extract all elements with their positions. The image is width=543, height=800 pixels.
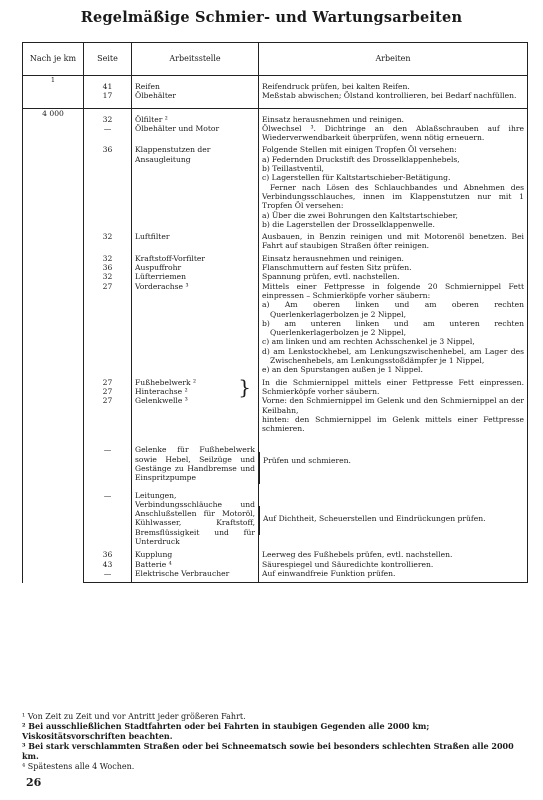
table-row [23, 91, 528, 108]
table-row [23, 396, 528, 445]
work-location [132, 374, 259, 399]
footnote: ² Bei ausschließlichen Stadtfahrten oder bei Fahrten in staubigen Gegenden alle 2000 km; Viskositätsvorschriften beachten. [22, 721, 430, 741]
page-ref-line: 27 [102, 377, 113, 387]
task-line: Folgende Stellen mit einigen Tropfen Öl versehen: [262, 145, 457, 155]
page-title: Regelmäßige Schmier- und Wartungsarbeiten [80, 9, 463, 26]
work-location: Reifen [132, 76, 259, 92]
page-ref: 32 [84, 272, 132, 281]
task-line: Mittels einer Fettpresse in folgende 20 Schmiernippel Fett einpressen – Schmierköpfe vorher säubern: [262, 281, 524, 300]
task-line: d) am Lenkstockhebel, am Lenkungszwischenhebel, am Lager des Zwischenhebels, am Lenkungsstoßdämpfer je 1 Nippel, [262, 346, 524, 366]
work-task [259, 145, 528, 232]
task-line: b) am unteren linken und am unteren rechten Querlenkerlagerbolzen je 2 Nippel, [262, 318, 524, 338]
work-location: Vorderachse ³ [132, 282, 259, 378]
footnote: ³ Bei stark verschlammten Straßen oder bei Schneematsch sowie bei besonders schlechten Straßen alle 2000 km. [22, 741, 514, 761]
table-row [23, 550, 528, 559]
page-ref: 43 [84, 560, 132, 569]
work-task: Flanschmuttern auf festen Sitz prüfen. [259, 263, 528, 272]
page-ref: 32 [84, 254, 132, 263]
page-ref: — [84, 124, 132, 146]
task-line: Vorne: den Schmiernippel im Gelenk und den Schmiernippel an der Keilbahn, [262, 396, 524, 415]
work-task: Spannung prüfen, evtl. nachstellen. [259, 272, 528, 281]
work-location: Gelenkwelle ³ [132, 396, 259, 445]
task-line: a) Über die zwei Bohrungen den Kaltstartschieber, [262, 210, 458, 220]
table-row [23, 108, 528, 124]
work-task: In die Schmiernippel mittels einer Fettpresse Fett einpressen. Schmierköpfe vorher säubern. [259, 378, 528, 397]
table-row [23, 145, 528, 232]
table-row [23, 560, 528, 569]
work-location: Kraftstoff-Vorfilter [132, 254, 259, 263]
work-task: Ölwechsel ³. Dichtringe an den Ablaßschrauben auf ihre Wiederverwendbarkeit überprüfen, wenn nötig erneuern. [259, 124, 528, 146]
table-row [23, 254, 528, 263]
header-tasks: Arbeiten [259, 43, 528, 76]
work-task: Meßstab abwischen; Ölstand kontrollieren, bei Bedarf nachfüllen. [259, 91, 528, 108]
work-location: Ölbehälter und Motor [132, 124, 259, 146]
work-task: Einsatz herausnehmen und reinigen. [259, 254, 528, 263]
header-location: Arbeitsstelle [132, 43, 259, 76]
work-task [259, 491, 528, 551]
work-location: Batterie ⁴ [132, 560, 259, 569]
work-location: Auspuffrohr [132, 263, 259, 272]
footnote: ⁴ Spätestens alle 4 Wochen. [22, 762, 135, 771]
task-line: hinten: den Schmiernippel im Gelenk mittels einer Fettpresse schmieren. [262, 414, 524, 434]
page-ref: 17 [84, 91, 132, 108]
task-line: c) Lagerstellen für Kaltstartschieber-Betätigung. [262, 173, 451, 183]
task-line: Ferner nach Lösen des Schlauchbandes und Abnehmen des Verbindungsschlauches, innen im Klappenstutzen nur mit 1 Tropfen Öl versehen: [262, 182, 524, 211]
work-location: Klappenstutzen der Ansaugleitung [132, 145, 259, 232]
header-km: Nach je km [23, 43, 84, 76]
table-row [23, 232, 528, 254]
maintenance-table [22, 42, 528, 583]
table-header-row [23, 43, 528, 76]
page-number: 26 [26, 776, 42, 789]
km-interval: 4 000 [23, 108, 84, 583]
table-row [23, 569, 528, 583]
table-row [23, 272, 528, 281]
header-page: Seite [84, 43, 132, 76]
table-row [23, 445, 528, 490]
table-row [23, 124, 528, 146]
work-location: Ölfilter ² [132, 108, 259, 124]
work-location: Luftfilter [132, 232, 259, 254]
task-line: a) Federnden Druckstift des Drosselklappenhebels, [262, 154, 460, 164]
work-location: Kupplung [132, 550, 259, 559]
work-task: Reifendruck prüfen, bei kalten Reifen. [259, 76, 528, 92]
task-line: b) die Lagerstellen der Drosselklappenwelle. [262, 219, 435, 229]
work-location: Elektrische Verbraucher [132, 569, 259, 583]
task-text: Auf Dichtheit, Scheuerstellen und Eindrückungen prüfen. [259, 506, 524, 535]
page-ref: 36 [84, 145, 132, 232]
work-task [259, 396, 528, 445]
table-row [23, 491, 528, 551]
brace-icon: } [238, 374, 251, 399]
page-ref: — [84, 491, 132, 551]
work-task: Leerweg des Fußhebels prüfen, evtl. nachstellen. [259, 550, 528, 559]
page-ref: 36 [84, 263, 132, 272]
work-task: Ausbauen, in Benzin reinigen und mit Motorenöl benetzen. Bei Fahrt auf staubigen Straßen öfter reinigen. [259, 232, 528, 254]
page-ref: — [84, 445, 132, 490]
page-ref: 27 [84, 396, 132, 445]
page-ref: 27 [84, 282, 132, 378]
table-row [23, 378, 528, 397]
work-task: Auf einwandfreie Funktion prüfen. [259, 569, 528, 583]
work-task: Säurespiegel und Säuredichte kontrollieren. [259, 560, 528, 569]
work-location: Lüfterriemen [132, 272, 259, 281]
page-ref [84, 378, 132, 397]
task-line: e) an den Spurstangen außen je 1 Nippel. [262, 365, 423, 375]
page-ref: 36 [84, 550, 132, 559]
page-ref: — [84, 569, 132, 583]
work-task [259, 445, 528, 490]
page-ref: 32 [84, 108, 132, 124]
work-location: Ölbehälter [132, 91, 259, 108]
page-ref: 41 [84, 76, 132, 92]
task-line: b) Teillastventil, [262, 164, 324, 174]
page-ref: 32 [84, 232, 132, 254]
km-interval: 1 [23, 76, 84, 109]
work-task [259, 282, 528, 378]
location-line: Hinterachse ² [135, 386, 188, 396]
work-location: Gelenke für Fußhebelwerk sowie Hebel, Seilzüge und Gestänge zu Handbremse und Einspritzpumpe [132, 445, 259, 490]
table-row [23, 282, 528, 378]
task-line: a) Am oberen linken und am oberen rechten Querlenkerlagerbolzen je 2 Nippel, [262, 300, 524, 319]
footnote: ¹ Von Zeit zu Zeit und vor Antritt jeder größeren Fahrt. [22, 712, 246, 721]
table-row [23, 263, 528, 272]
task-text: Prüfen und schmieren. [259, 452, 524, 483]
task-line: c) am linken und am rechten Achsschenkel je 3 Nippel, [262, 337, 475, 347]
table-row [23, 76, 528, 92]
page-ref-line: 27 [102, 386, 113, 396]
work-location: Leitungen, Verbindungsschläuche und Anschlußstellen für Motoröl, Kühlwasser, Kraftstoff, Bremsflüssigkeit und für Unterdruck [132, 491, 259, 551]
location-line: Fußhebelwerk ² [135, 377, 197, 387]
work-task: Einsatz herausnehmen und reinigen. [259, 108, 528, 124]
